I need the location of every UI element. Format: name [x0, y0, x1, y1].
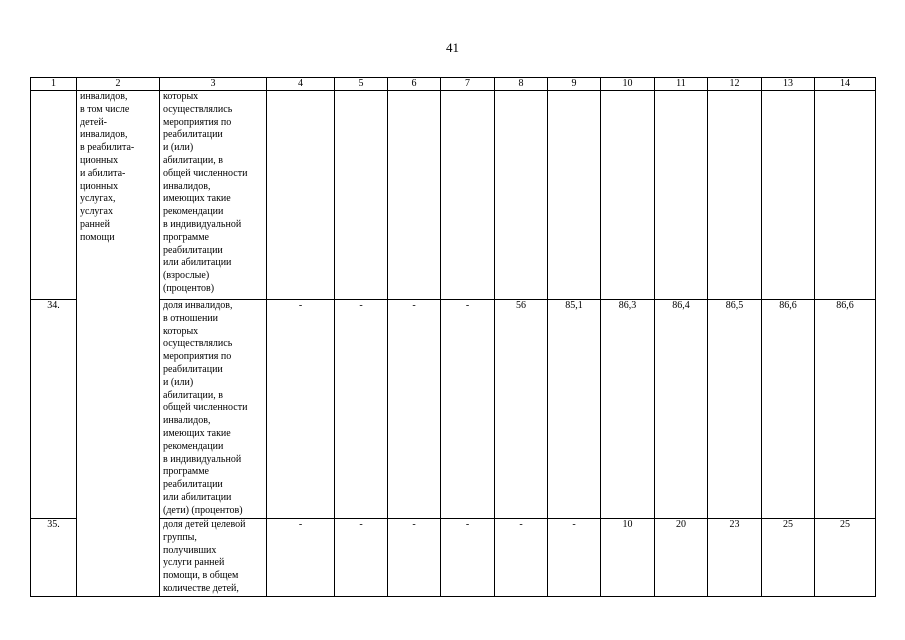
- value-cell: [267, 91, 335, 300]
- value-cell: [815, 91, 876, 300]
- value-cell: [601, 91, 655, 300]
- col-header-6: 6: [388, 78, 441, 91]
- value-cell: -: [335, 300, 388, 519]
- value-cell: -: [441, 300, 495, 519]
- col-header-2: 2: [77, 78, 160, 91]
- value-cell: 20: [655, 519, 708, 597]
- value-cell: 86,6: [762, 300, 815, 519]
- value-cell: [762, 91, 815, 300]
- value-cell: 10: [601, 519, 655, 597]
- col-header-10: 10: [601, 78, 655, 91]
- value-cell: 25: [815, 519, 876, 597]
- value-cell: -: [548, 519, 601, 597]
- value-cell: 25: [762, 519, 815, 597]
- row-number: 35.: [31, 519, 77, 597]
- value-cell: [708, 91, 762, 300]
- value-cell: [495, 91, 548, 300]
- col-header-1: 1: [31, 78, 77, 91]
- value-cell: 56: [495, 300, 548, 519]
- value-cell: 23: [708, 519, 762, 597]
- col-header-8: 8: [495, 78, 548, 91]
- indicators-table: [30, 77, 876, 597]
- value-cell: 86,3: [601, 300, 655, 519]
- goal-description: инвалидов, в том числе детей- инвалидов, в реабилита- ционных и абилита- ционных услугах, услугах ранней помощи: [77, 91, 160, 597]
- value-cell: 86,6: [815, 300, 876, 519]
- col-header-12: 12: [708, 78, 762, 91]
- value-cell: -: [388, 519, 441, 597]
- value-cell: -: [335, 519, 388, 597]
- value-cell: -: [388, 300, 441, 519]
- col-header-11: 11: [655, 78, 708, 91]
- col-header-9: 9: [548, 78, 601, 91]
- row-number: 34.: [31, 300, 77, 519]
- col-header-3: 3: [160, 78, 267, 91]
- value-cell: [655, 91, 708, 300]
- row-number: [31, 91, 77, 300]
- table-row: [31, 91, 876, 300]
- value-cell: [548, 91, 601, 300]
- indicator-name: которых осуществлялись мероприятия по реабилитации и (или) абилитации, в общей численности инвалидов, имеющих такие рекомендации в индивидуальной программе реабилитации или абилитации (взрослые) (процентов): [160, 91, 267, 300]
- col-header-13: 13: [762, 78, 815, 91]
- value-cell: 86,5: [708, 300, 762, 519]
- value-cell: 86,4: [655, 300, 708, 519]
- page-number: 41: [446, 40, 459, 55]
- header-row: [31, 78, 876, 91]
- value-cell: -: [495, 519, 548, 597]
- value-cell: 85,1: [548, 300, 601, 519]
- indicator-name: доля инвалидов, в отношении которых осуществлялись мероприятия по реабилитации и (или) абилитации, в общей численности инвалидов, имеющих такие рекомендации в индивидуальной программе реабилитации или абилитации (дети) (процентов): [160, 300, 267, 519]
- col-header-7: 7: [441, 78, 495, 91]
- value-cell: -: [267, 300, 335, 519]
- value-cell: [388, 91, 441, 300]
- col-header-14: 14: [815, 78, 876, 91]
- value-cell: [335, 91, 388, 300]
- value-cell: [441, 91, 495, 300]
- col-header-4: 4: [267, 78, 335, 91]
- col-header-5: 5: [335, 78, 388, 91]
- indicator-name: доля детей целевой группы, получивших услуги ранней помощи, в общем количестве детей,: [160, 519, 267, 597]
- value-cell: -: [267, 519, 335, 597]
- value-cell: -: [441, 519, 495, 597]
